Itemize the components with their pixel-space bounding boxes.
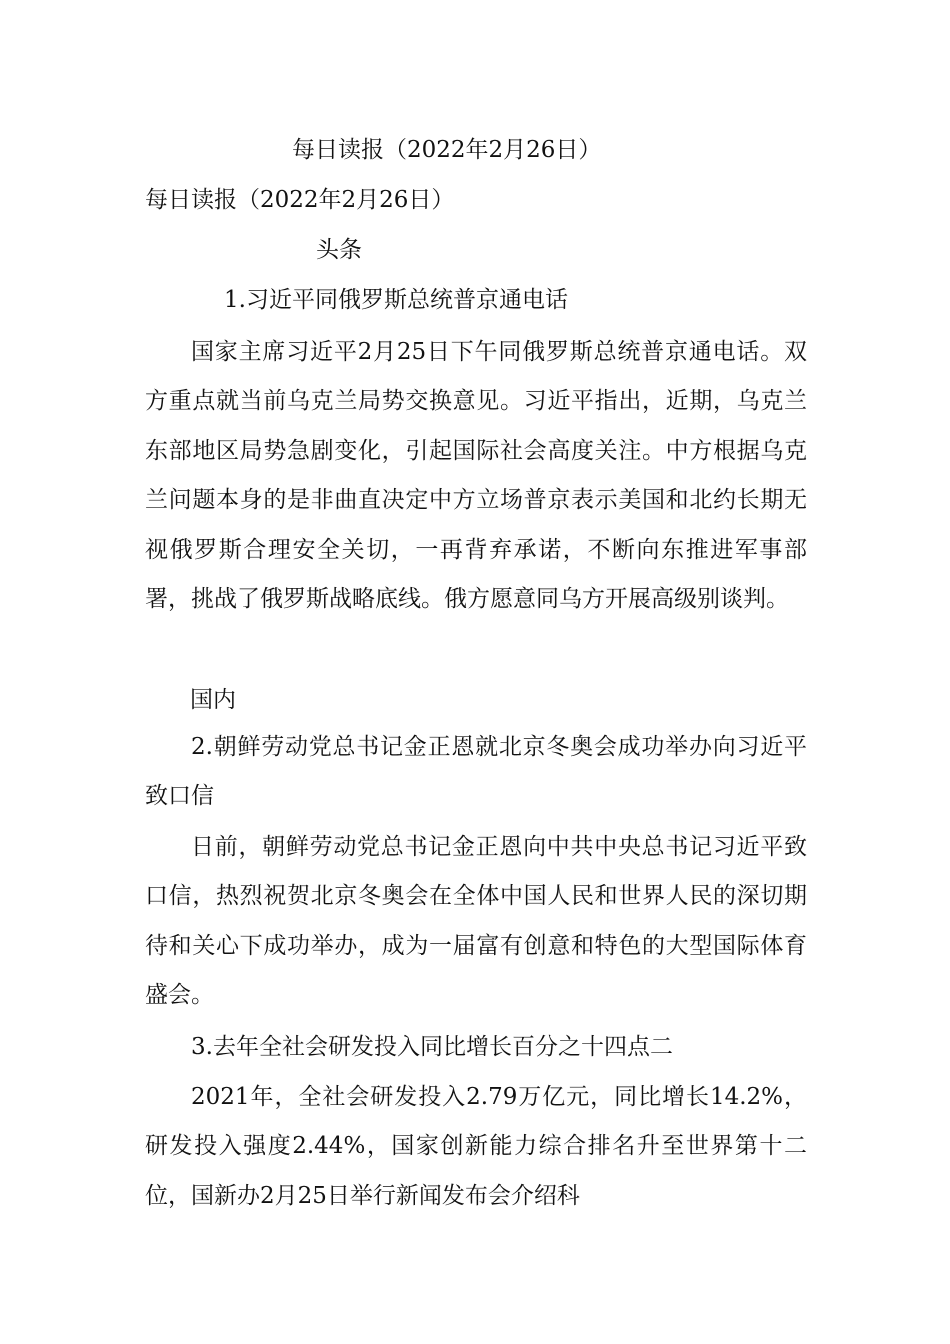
item1-title: 1.习近平同俄罗斯总统普京通电话 [224,287,568,313]
subtitle: 每日读报（2022年2月26日） [145,187,455,213]
item3-title: 3.去年全社会研发投入同比增长百分之十四点二 [191,1034,673,1060]
item1-body: 国家主席习近平2月25日下午同俄罗斯总统普京通电话。双方重点就当前乌克兰局势交换意见。习近平指出，近期，乌克兰东部地区局势急剧变化，引起国际社会高度关注。中方根据乌克兰问题本身的是非曲直决定中方立场普京表示美国和北约长期无视俄罗斯合理安全关切，一再背弃承诺，不断向东推进军事部署，挑战了俄罗斯战略底线。俄方愿意同乌方开展高级别谈判。 [145,339,807,613]
item3-body: 2021年，全社会研发投入2.79万亿元，同比增长14.2%，研发投入强度2.44%，国家创新能力综合排名升至世界第十二位，国新办2月25日举行新闻发布会介绍科 [145,1084,807,1209]
centered-title: 每日读报（2022年2月26日） [292,137,602,163]
section-headline: 头条 [316,237,362,263]
item2-body: 日前，朝鲜劳动党总书记金正恩向中共中央总书记习近平致口信，热烈祝贺北京冬奥会在全体中国人民和世界人民的深切期待和关心下成功举办，成为一届富有创意和特色的大型国际体育盛会。 [145,834,807,1009]
section-domestic: 国内 [190,687,236,713]
item2-title: 2.朝鲜劳动党总书记金正恩就北京冬奥会成功举办向习近平致口信 [145,734,807,810]
